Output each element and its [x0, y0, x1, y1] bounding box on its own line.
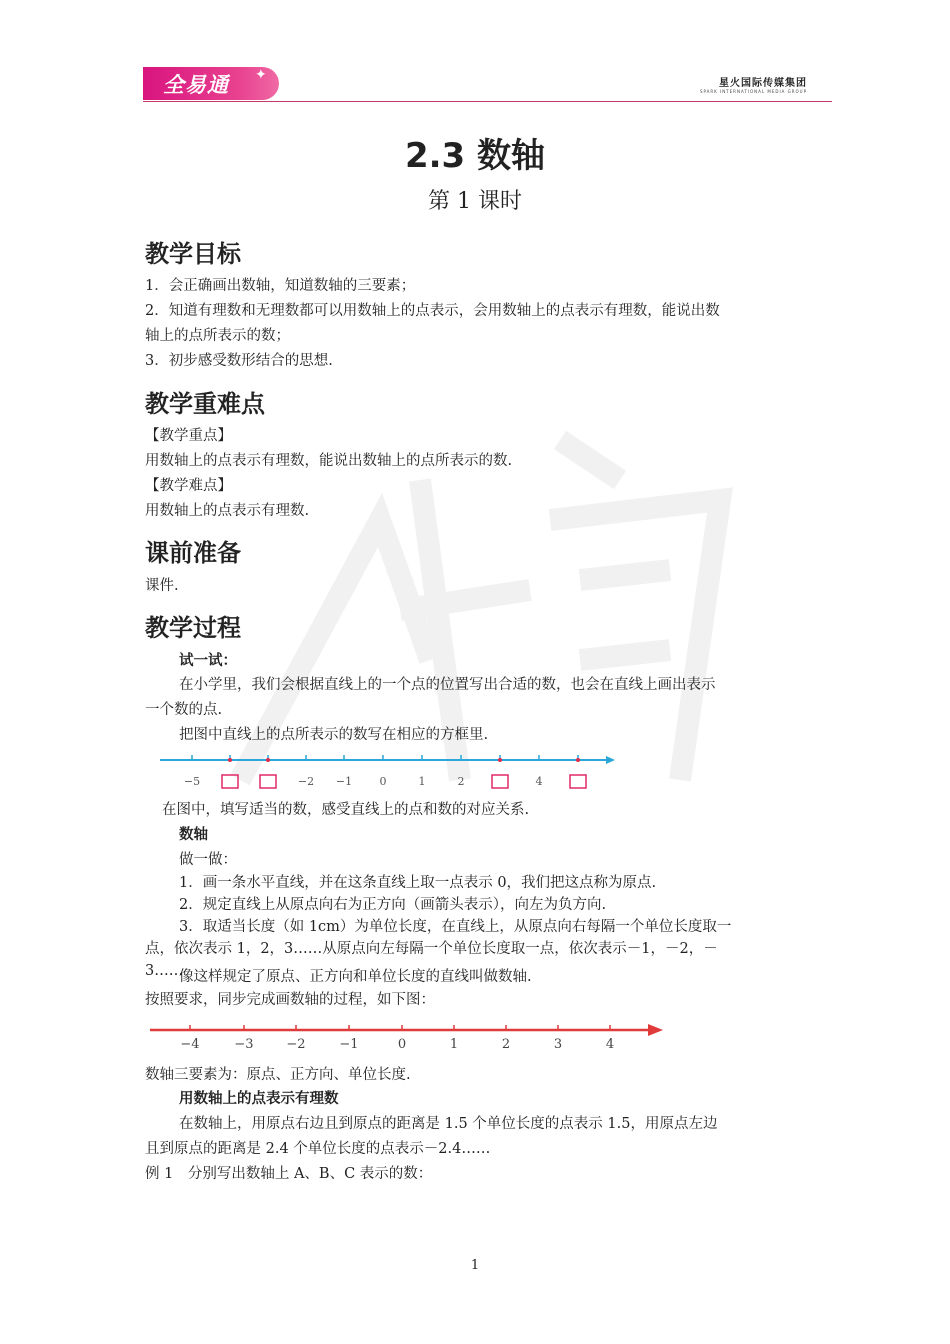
header-divider	[143, 101, 832, 102]
answer-box[interactable]	[260, 775, 276, 788]
red-point	[498, 758, 502, 762]
represent-label: 用数轴上的点表示有理数	[179, 1091, 339, 1107]
axis-label: −2	[297, 775, 315, 788]
logo-text: 全易通	[163, 73, 229, 97]
step-item: 3．取适当长度（如 1cm）为单位长度，在直线上，从原点向右每隔一个单位长度取一	[179, 919, 732, 935]
heading-process: 教学过程	[145, 614, 241, 642]
heading-goals: 教学目标	[145, 240, 241, 268]
axis-label: −5	[183, 775, 201, 788]
axis-label: 4	[535, 775, 543, 788]
axis-label: −3	[234, 1037, 254, 1052]
publisher-mark	[700, 74, 807, 94]
follow-text: 按照要求，同步完成画数轴的过程，如下图：	[145, 992, 435, 1008]
publisher-en: SPARK INTERNATIONAL MEDIA GROUP	[699, 89, 807, 94]
page-subtitle: 第 1 课时	[428, 189, 522, 214]
difficult-label: 【教学难点】	[145, 478, 232, 494]
page-title: 2.3 数轴	[404, 136, 546, 176]
number-line-exercise	[145, 748, 625, 798]
axis-label: −4	[180, 1037, 200, 1052]
difficult-text: 用数轴上的点表示有理数.	[145, 503, 310, 519]
red-point	[228, 758, 232, 762]
answer-box[interactable]	[570, 775, 586, 788]
step-item: 点，依次表示 1，2，3……从原点向左每隔一个单位长度取一点，依次表示－1，－2，－	[145, 941, 718, 957]
number-line-example	[145, 1015, 670, 1055]
arrow-icon	[648, 1024, 663, 1036]
step-item: 3……	[145, 963, 184, 979]
try-label: 试一试：	[179, 653, 237, 669]
try-paragraph: 把图中直线上的点所表示的数写在相应的方框里.	[179, 727, 489, 743]
do-label: 做一做：	[179, 852, 237, 868]
try-paragraph: 一个数的点.	[145, 702, 223, 718]
try-paragraph: 在图中，填写适当的数，感受直线上的点和数的对应关系.	[162, 802, 530, 818]
goal-item: 1．会正确画出数轴，知道数轴的三要素；	[145, 278, 416, 294]
axis-label: −2	[286, 1037, 306, 1052]
example-text: 例 1 分别写出数轴上 A、B、C 表示的数：	[145, 1166, 433, 1182]
arrow-icon	[606, 756, 615, 764]
axis-label: 3	[553, 1037, 563, 1052]
three-elements-text: 数轴三要素为：原点、正方向、单位长度.	[145, 1067, 411, 1083]
star-icon: ✦	[255, 67, 268, 83]
publisher-cn: 星火国际传媒集团	[719, 78, 807, 89]
goal-item: 3．初步感受数形结合的思想.	[145, 353, 333, 369]
answer-box[interactable]	[222, 775, 238, 788]
key-label: 【教学重点】	[145, 428, 232, 444]
axis-label: 0	[379, 775, 387, 788]
key-text: 用数轴上的点表示有理数，能说出数轴上的点所表示的数.	[145, 453, 513, 469]
step-item: 1．画一条水平直线，并在这条直线上取一点表示 0，我们把这点称为原点.	[179, 875, 657, 891]
axis-label: −1	[335, 775, 353, 788]
goal-item: 轴上的点所表示的数；	[145, 328, 290, 344]
page-number: 1	[470, 1258, 480, 1273]
answer-box[interactable]	[492, 775, 508, 788]
try-paragraph: 在小学里，我们会根据直线上的一个点的位置写出合适的数，也会在直线上画出表示	[179, 677, 716, 693]
represent-paragraph: 且到原点的距离是 2.4 个单位长度的点表示－2.4……	[145, 1141, 491, 1157]
brand-logo	[143, 67, 279, 100]
axis-label: −1	[339, 1037, 359, 1052]
heading-prep: 课前准备	[145, 539, 241, 567]
prep-text: 课件.	[145, 578, 179, 594]
axis-label: 2	[457, 775, 465, 788]
red-point	[266, 758, 270, 762]
axis-label: 0	[397, 1037, 407, 1052]
heading-key-points: 教学重难点	[145, 390, 265, 418]
red-point	[576, 758, 580, 762]
axis-label: 1	[418, 775, 426, 788]
goal-item: 2．知道有理数和无理数都可以用数轴上的点表示，会用数轴上的点表示有理数，能说出数	[145, 303, 720, 319]
axis-section-label: 数轴	[179, 827, 208, 843]
axis-label: 1	[449, 1037, 459, 1052]
axis-label: 4	[605, 1037, 615, 1052]
axis-label: 2	[501, 1037, 511, 1052]
step-item: 2．规定直线上从原点向右为正方向（画箭头表示），向左为负方向.	[179, 897, 607, 913]
represent-paragraph: 在数轴上，用原点右边且到原点的距离是 1.5 个单位长度的点表示 1.5，用原点左边	[179, 1116, 718, 1132]
definition-text: 像这样规定了原点、正方向和单位长度的直线叫做数轴.	[179, 969, 532, 985]
